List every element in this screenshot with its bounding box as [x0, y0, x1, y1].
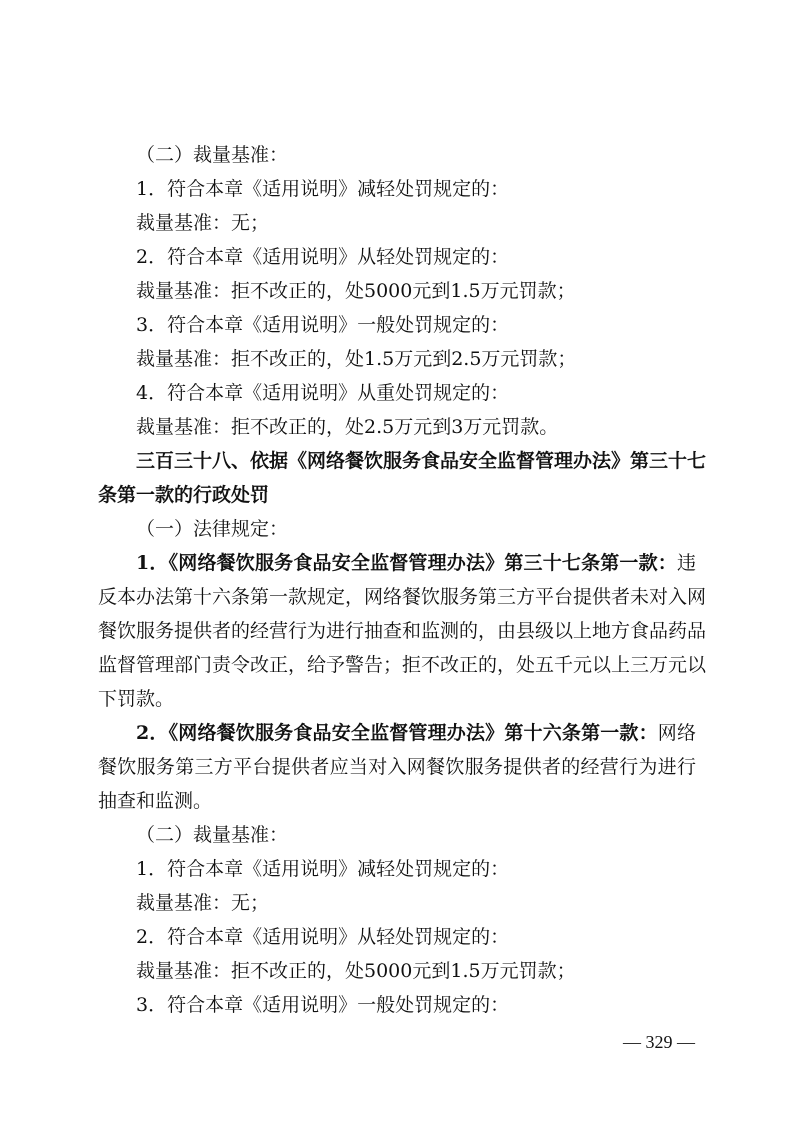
document-body: [98, 138, 707, 1022]
paragraph-line: 反本办法第十六条第一款规定，网络餐饮服务第三方平台提供者未对入网: [98, 586, 707, 608]
list-item: 1．符合本章《适用说明》减轻处罚规定的：: [136, 858, 510, 880]
paragraph-line: 餐饮服务提供者的经营行为进行抽查和监测的，由县级以上地方食品药品: [98, 620, 707, 642]
list-item: 1．符合本章《适用说明》减轻处罚规定的：: [136, 178, 510, 200]
clause-text: 违: [676, 552, 696, 574]
article-heading: 三百三十八、依据《网络餐饮服务食品安全监督管理办法》第三十七: [136, 450, 707, 472]
clause-title: 2．《网络餐饮服务食品安全监督管理办法》第十六条第一款：: [136, 722, 658, 744]
page-number: — 329 —: [623, 1032, 695, 1052]
section-heading-discretion: （二）裁量基准：: [136, 144, 289, 166]
list-item: 3．符合本章《适用说明》一般处罚规定的：: [136, 994, 510, 1016]
paragraph-line: 监督管理部门责令改正，给予警告；拒不改正的，处五千元以上三万元以: [98, 654, 707, 676]
clause-title: 1．《网络餐饮服务食品安全监督管理办法》第三十七条第一款：: [136, 552, 677, 574]
legal-clause-2-first-line: [98, 716, 696, 750]
list-item: 裁量基准：无；: [136, 892, 270, 914]
legal-clause-1-first-line: [98, 546, 696, 580]
paragraph-line: 餐饮服务第三方平台提供者应当对入网餐饮服务提供者的经营行为进行: [98, 756, 696, 778]
list-item: 裁量基准：拒不改正的，处5000元到1.5万元罚款；: [136, 280, 576, 302]
list-item: 4．符合本章《适用说明》从重处罚规定的：: [136, 382, 510, 404]
list-item: 裁量基准：拒不改正的，处1.5万元到2.5万元罚款；: [136, 348, 577, 370]
section-heading-discretion: （二）裁量基准：: [136, 824, 289, 846]
list-item: 裁量基准：拒不改正的，处5000元到1.5万元罚款；: [136, 960, 576, 982]
clause-text: 网络: [657, 722, 696, 744]
list-item: 裁量基准：无；: [136, 212, 270, 234]
paragraph-line: 下罚款。: [98, 688, 175, 710]
list-item: 裁量基准：拒不改正的，处2.5万元到3万元罚款。: [136, 416, 559, 438]
section-heading-legal: （一）法律规定：: [136, 518, 289, 540]
list-item: 3．符合本章《适用说明》一般处罚规定的：: [136, 314, 510, 336]
list-item: 2．符合本章《适用说明》从轻处罚规定的：: [136, 926, 510, 948]
list-item: 2．符合本章《适用说明》从轻处罚规定的：: [136, 246, 510, 268]
article-heading-cont: 条第一款的行政处罚: [98, 484, 270, 506]
paragraph-line: 抽查和监测。: [98, 790, 213, 812]
